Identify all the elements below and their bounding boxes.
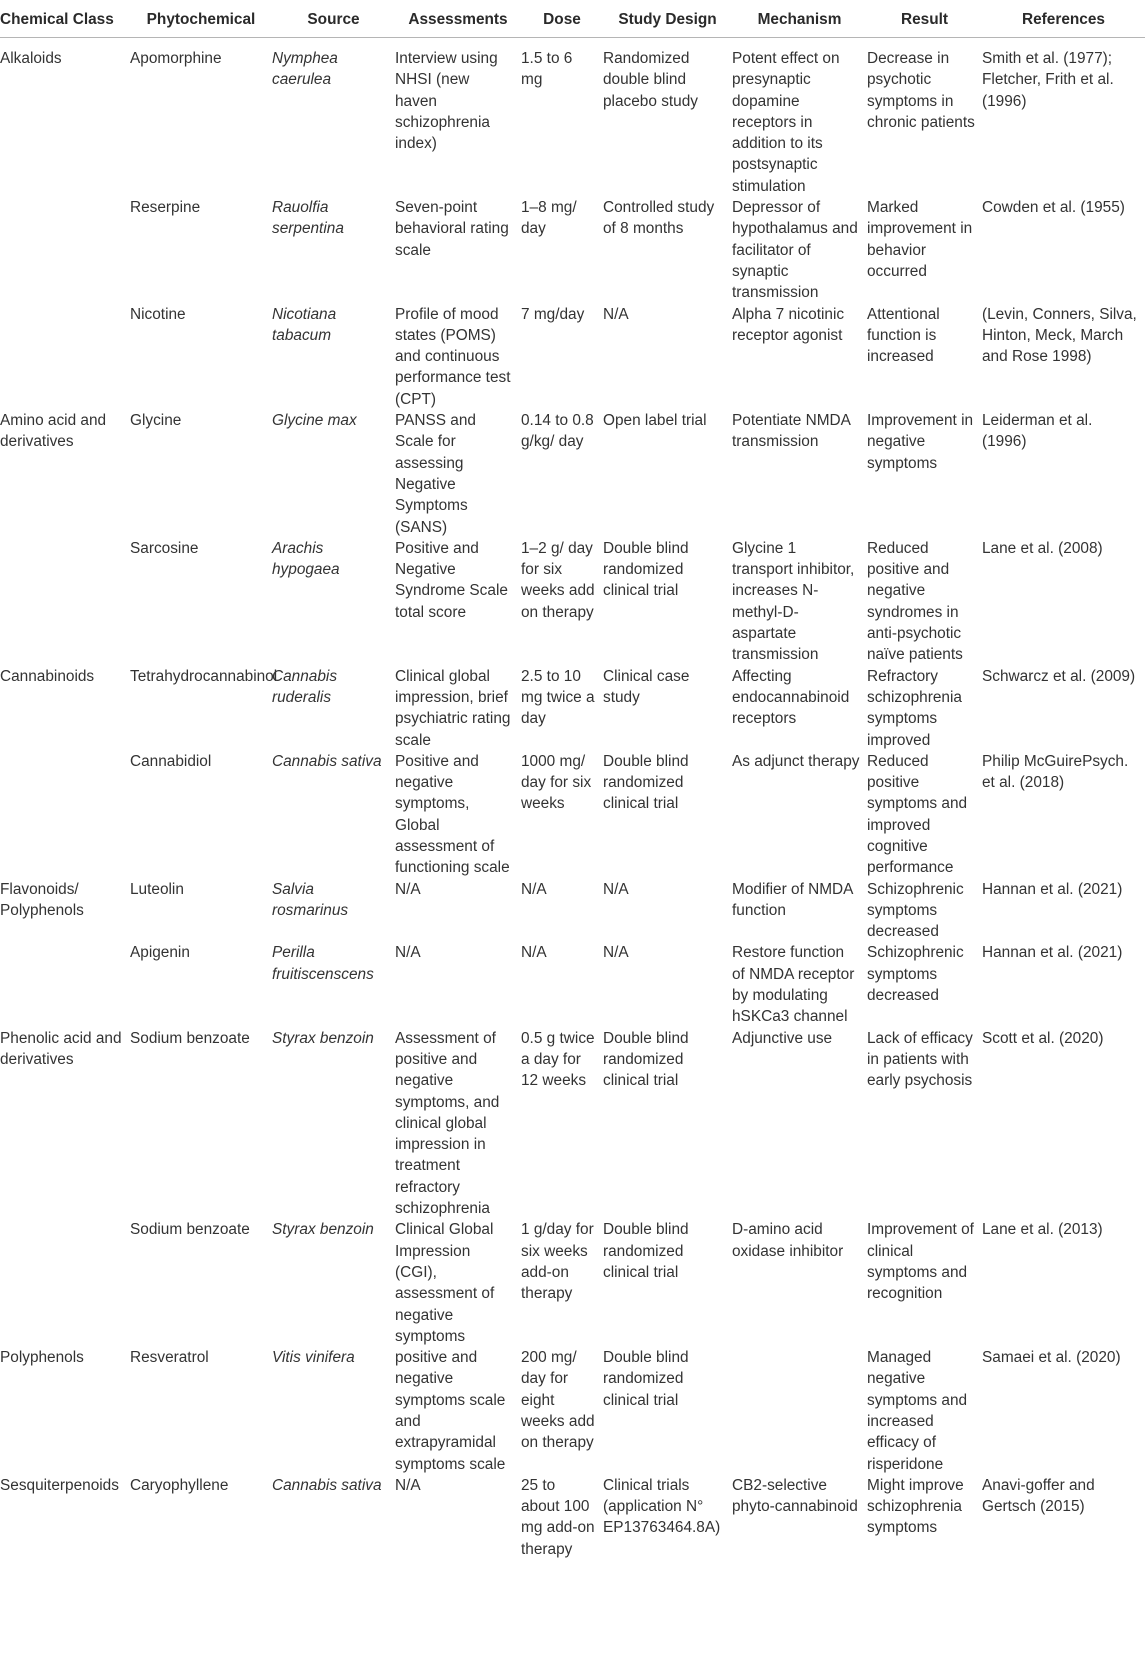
phytochemical-cell [130,197,272,303]
result-cell [867,538,982,666]
header-result: Result [867,0,982,38]
source-cell-text: Nymphea caerulea [272,50,338,89]
mechanism-cell-text: Potentiate NMDA transmission [732,412,851,451]
chemical-class-cell-text: Polyphenols [0,1349,84,1367]
phytochemical-cell [130,1475,272,1560]
header-assessments: Assessments [395,0,521,38]
reference-cell-text: Leiderman et al. (1996) [982,412,1093,451]
assessment-cell [395,1028,521,1220]
mechanism-cell-text: As adjunct therapy [732,752,860,770]
assessment-cell-text: N/A [395,944,421,962]
phytochemical-cell-text: Caryophyllene [130,1476,229,1494]
assessment-cell-text: Positive and negative symptoms, Global assessment of functioning scale [395,752,510,877]
mechanism-cell [732,410,867,538]
study-design-cell-text: Controlled study of 8 months [603,199,715,238]
phytochemical-cell [130,1219,272,1347]
dose-cell-text: 1–8 mg/ day [521,199,577,238]
phytochemical-cell-text: Tetrahydrocannabinol [130,667,278,685]
table-header [0,0,1145,38]
result-cell [867,751,982,879]
assessment-cell [395,538,521,666]
reference-cell-text: Hannan et al. (2021) [982,944,1123,962]
study-design-cell-text: Double blind randomized clinical trial [603,1221,689,1281]
assessment-cell [395,1475,521,1560]
chemical-class-cell [0,197,130,303]
result-cell-text: Schizophrenic symptoms decreased [867,880,964,941]
result-cell [867,666,982,751]
source-cell [272,197,395,303]
dose-cell [521,1028,603,1220]
reference-cell-text: Smith et al. (1977); Fletcher, Frith et al. (1996) [982,50,1114,110]
phytochemical-cell [130,1347,272,1475]
phytochemical-cell [130,942,272,1027]
dose-cell [521,410,603,538]
chemical-class-cell [0,1475,130,1560]
reference-cell-text: Lane et al. (2013) [982,1221,1103,1239]
header-phytochemical: Phytochemical [130,0,272,38]
study-design-cell-text: Clinical trials (application N° EP13763464.8A) [603,1476,721,1537]
chemical-class-cell [0,751,130,879]
source-cell [272,751,395,879]
chemical-class-cell [0,304,130,410]
source-cell [272,1347,395,1475]
study-design-cell [603,1475,732,1560]
mechanism-cell-text: Adjunctive use [732,1029,833,1047]
study-design-cell [603,879,732,943]
dose-cell-text: N/A [521,880,547,898]
assessment-cell [395,751,521,879]
assessment-cell-text: Positive and Negative Syndrome Scale total score [395,539,508,621]
reference-cell-text: Cowden et al. (1955) [982,199,1125,217]
dose-cell-text: 2.5 to 10 mg twice a day [521,667,595,728]
source-cell [272,1028,395,1220]
header-dose: Dose [521,0,603,38]
reference-cell [982,304,1145,410]
result-cell [867,942,982,1027]
assessment-cell-text: N/A [395,1476,421,1494]
dose-cell-text: 0.5 g twice a day for 12 weeks [521,1029,595,1090]
source-cell [272,879,395,943]
table-row [0,942,1145,1027]
source-cell [272,1475,395,1560]
table-row [0,1347,1145,1475]
study-design-cell [603,538,732,666]
mechanism-cell [732,1028,867,1220]
assessment-cell [395,879,521,943]
reference-cell [982,751,1145,879]
assessment-cell [395,410,521,538]
chemical-class-cell [0,410,130,538]
dose-cell-text: 25 to about 100 mg add-on therapy [521,1476,595,1558]
result-cell-text: Schizophrenic symptoms decreased [867,944,964,1005]
source-cell-text: Arachis hypogaea [272,539,340,579]
reference-cell [982,1028,1145,1220]
reference-cell [982,879,1145,943]
dose-cell-text: 1 g/day for six weeks add-on therapy [521,1221,594,1303]
header-source: Source [272,0,395,38]
mechanism-cell [732,751,867,879]
study-design-cell-text: N/A [603,880,629,898]
dose-cell [521,1475,603,1560]
chemical-class-cell [0,666,130,751]
result-cell-text: Marked improvement in behavior occurred [867,199,973,280]
chemical-class-cell [0,538,130,666]
reference-cell-text: (Levin, Conners, Silva, Hinton, Meck, March and Rose 1998) [982,305,1137,366]
phytochemical-cell [130,1028,272,1220]
assessment-cell-text: N/A [395,880,421,898]
reference-cell [982,38,1145,198]
result-cell-text: Improvement of clinical symptoms and recognition [867,1221,974,1303]
dose-cell-text: 1000 mg/ day for six weeks [521,752,592,813]
phytochemical-cell-text: Glycine [130,412,182,430]
phytochemical-cell-text: Sarcosine [130,539,199,557]
assessment-cell-text: Assessment of positive and negative symptoms, and clinical global impression in treatment refractory schizophrenia [395,1029,500,1218]
study-design-cell [603,1347,732,1475]
mechanism-cell-text: Potent effect on presynaptic dopamine receptors in addition to its postsynaptic stimulation [732,50,840,195]
phytochemical-cell [130,666,278,751]
source-cell-text: Glycine max [272,412,357,430]
mechanism-cell-text: Affecting endocannabinoid receptors [732,667,850,728]
mechanism-cell [732,197,867,303]
result-cell-text: Lack of efficacy in patients with early psychosis [867,1029,973,1090]
table-row [0,1219,1145,1347]
assessment-cell [395,197,521,303]
mechanism-cell-text: Alpha 7 nicotinic receptor agonist [732,305,845,344]
result-cell [867,304,982,410]
source-cell [272,666,395,751]
assessment-cell-text: Seven-point behavioral rating scale [395,199,509,259]
source-cell-text: Cannabis ruderalis [272,667,338,706]
result-cell [867,1475,982,1560]
study-design-cell-text: Double blind randomized clinical trial [603,539,689,600]
result-cell-text: Managed negative symptoms and increased efficacy of risperidone [867,1349,968,1473]
phytochemical-cell-text: Apomorphine [130,50,222,67]
study-design-cell [603,197,732,303]
table-row [0,304,1145,410]
table-row [0,751,1145,879]
chemical-class-cell-text: Sesquiterpenoids [0,1476,119,1494]
dose-cell [521,197,603,303]
mechanism-cell [732,1347,867,1475]
reference-cell-text: Lane et al. (2008) [982,539,1103,557]
source-cell-text: Nicotiana tabacum [272,305,337,344]
mechanism-cell-text: D-amino acid oxidase inhibitor [732,1221,844,1260]
assessment-cell [395,942,521,1027]
phytochemical-cell-text: Resveratrol [130,1349,209,1367]
result-cell [867,1347,982,1475]
chemical-class-cell-text: Flavonoids/ Polyphenols [0,880,84,919]
dose-cell-text: 200 mg/ day for eight weeks add on therapy [521,1349,595,1452]
study-design-cell [603,666,732,751]
study-design-cell-text: Double blind randomized clinical trial [603,752,689,813]
result-cell [867,38,982,198]
source-cell-text: Cannabis sativa [272,1476,382,1494]
phytochemical-cell-text: Reserpine [130,199,201,217]
assessment-cell [395,1347,521,1475]
study-design-cell [603,38,732,198]
chemical-class-cell [0,1219,130,1347]
result-cell-text: Refractory schizophrenia symptoms improved [867,667,962,749]
result-cell-text: Improvement in negative symptoms [867,412,974,472]
reference-cell-text: Hannan et al. (2021) [982,880,1123,898]
source-cell [272,1219,395,1347]
table-row [0,666,1145,751]
table-row [0,38,1145,198]
reference-cell [982,1219,1145,1347]
dose-cell [521,1347,603,1475]
reference-cell [982,666,1145,751]
result-cell [867,1219,982,1347]
assessment-cell [395,304,521,410]
table-row [0,410,1145,538]
reference-cell-text: Philip McGuirePsych. et al. (2018) [982,752,1129,792]
phytochemical-cell [130,410,272,538]
study-design-cell-text: Double blind randomized clinical trial [603,1349,689,1409]
result-cell [867,879,982,943]
assessment-cell-text: Clinical Global Impression (CGI), assessment of negative symptoms [395,1221,495,1345]
result-cell-text: Might improve schizophrenia symptoms [867,1476,964,1537]
phytochemical-cell [130,751,272,879]
assessment-cell-text: PANSS and Scale for assessing Negative Symptoms (SANS) [395,412,476,536]
assessment-cell-text: Profile of mood states (POMS) and continuous performance test (CPT) [395,305,511,408]
phytochemical-cell [130,304,272,410]
header-references: References [982,0,1145,38]
study-design-cell-text: Clinical case study [603,667,690,706]
study-design-cell-text: Double blind randomized clinical trial [603,1029,689,1090]
dose-cell-text: 7 mg/day [521,305,585,323]
study-design-cell [603,1219,732,1347]
header-row [0,0,1145,38]
mechanism-cell-text: Glycine 1 transport inhibitor, increases N-methyl-D-aspartate transmission [732,539,855,664]
source-cell [272,304,395,410]
dose-cell-text: 0.14 to 0.8 g/kg/ day [521,412,594,451]
chemical-class-cell [0,879,130,943]
source-cell-text: Salvia rosmarinus [272,880,349,919]
result-cell-text: Reduced positive symptoms and improved cognitive performance [867,752,968,877]
study-design-cell-text: Open label trial [603,412,707,430]
result-cell [867,410,982,538]
dose-cell [521,751,603,879]
result-cell-text: Reduced positive and negative syndromes in anti-psychotic naïve patients [867,539,963,664]
assessment-cell [395,38,521,198]
study-design-cell-text: Randomized double blind placebo study [603,50,698,110]
study-design-cell-text: N/A [603,944,629,962]
reference-cell [982,942,1145,1027]
dose-cell [521,38,603,198]
header-study-design: Study Design [603,0,732,38]
mechanism-cell [732,304,867,410]
mechanism-cell [732,538,867,666]
result-cell [867,1028,982,1220]
chemical-class-cell [0,1347,130,1475]
dose-cell [521,942,603,1027]
table-row [0,1028,1145,1220]
chemical-class-cell [0,1028,130,1220]
source-cell [272,410,395,538]
reference-cell-text: Schwarcz et al. (2009) [982,667,1136,685]
table-body [0,38,1145,1561]
source-cell-text: Cannabis sativa [272,752,382,770]
source-cell [272,942,395,1027]
source-cell-text: Rauolfia serpentina [272,199,344,238]
dose-cell [521,538,603,666]
assessment-cell-text: Interview using NHSI (new haven schizophrenia index) [395,50,498,153]
header-chemical-class: Chemical Class [0,0,130,38]
reference-cell-text: Scott et al. (2020) [982,1029,1104,1047]
assessment-cell [395,666,521,751]
reference-cell-text: Samaei et al. (2020) [982,1349,1121,1367]
mechanism-cell-text: Modifier of NMDA function [732,880,853,919]
source-cell-text: Styrax benzoin [272,1221,374,1239]
phytochemical-cell [130,538,272,666]
mechanism-cell [732,1475,867,1560]
dose-cell-text: N/A [521,944,547,962]
phytochemical-cell-text: Cannabidiol [130,752,212,770]
source-cell-text: Styrax benzoin [272,1029,374,1047]
reference-cell [982,1347,1145,1475]
phytochemical-cell [130,879,272,943]
study-design-cell [603,304,732,410]
result-cell-text: Attentional function is increased [867,305,940,366]
mechanism-cell-text: Restore function of NMDA receptor by modulating hSKCa3 channel [732,944,855,1026]
chemical-class-cell-text: Amino acid and derivatives [0,412,107,451]
result-cell [867,197,982,303]
reference-cell [982,197,1145,303]
dose-cell [521,304,603,410]
reference-cell [982,410,1145,538]
table-row [0,879,1145,943]
phytochemical-cell-text: Apigenin [130,944,190,962]
reference-cell [982,538,1145,666]
reference-cell-text: Anavi-goffer and Gertsch (2015) [982,1476,1095,1516]
assessment-cell [395,1219,521,1347]
mechanism-cell-text: Depressor of hypothalamus and facilitator of synaptic transmission [732,199,858,302]
chemical-class-cell-text: Alkaloids [0,50,62,67]
dose-cell [521,1219,603,1347]
chemical-class-cell [0,942,130,1027]
dose-cell-text: 1.5 to 6 mg [521,50,573,89]
chemical-class-cell-text: Cannabinoids [0,667,95,685]
phytochemical-cell-text: Luteolin [130,880,184,898]
source-cell-text: Perilla fruitiscenscens [272,944,374,983]
study-design-cell [603,751,732,879]
mechanism-cell [732,1219,867,1347]
source-cell [272,38,395,198]
mechanism-cell-text: CB2-selective phyto-cannabinoid [732,1476,858,1516]
source-cell [272,538,395,666]
study-design-cell [603,410,732,538]
mechanism-cell [732,666,867,751]
table-row [0,538,1145,666]
study-design-cell [603,942,732,1027]
chemical-class-cell-text: Phenolic acid and derivatives [0,1029,122,1068]
table-row [0,197,1145,303]
dose-cell [521,879,603,943]
phytochemical-cell [130,38,272,198]
dose-cell-text: 1–2 g/ day for six weeks add on therapy [521,539,595,621]
phytochemical-cell-text: Sodium benzoate [130,1029,250,1047]
phytochemical-cell-text: Nicotine [130,305,186,323]
table-row [0,1475,1145,1560]
header-mechanism: Mechanism [732,0,867,38]
study-design-cell-text: N/A [603,305,629,323]
mechanism-cell [732,879,867,943]
chemical-class-cell [0,38,130,198]
mechanism-cell [732,942,867,1027]
assessment-cell-text: positive and negative symptoms scale and extrapyramidal symptoms scale [395,1349,506,1473]
result-cell-text: Decrease in psychotic symptoms in chronic patients [867,50,975,131]
mechanism-cell [732,38,867,198]
study-design-cell [603,1028,732,1220]
source-cell-text: Vitis vinifera [272,1349,355,1367]
dose-cell [521,666,603,751]
assessment-cell-text: Clinical global impression, brief psychiatric rating scale [395,667,511,749]
reference-cell [982,1475,1145,1560]
phytochemical-cell-text: Sodium benzoate [130,1221,250,1239]
